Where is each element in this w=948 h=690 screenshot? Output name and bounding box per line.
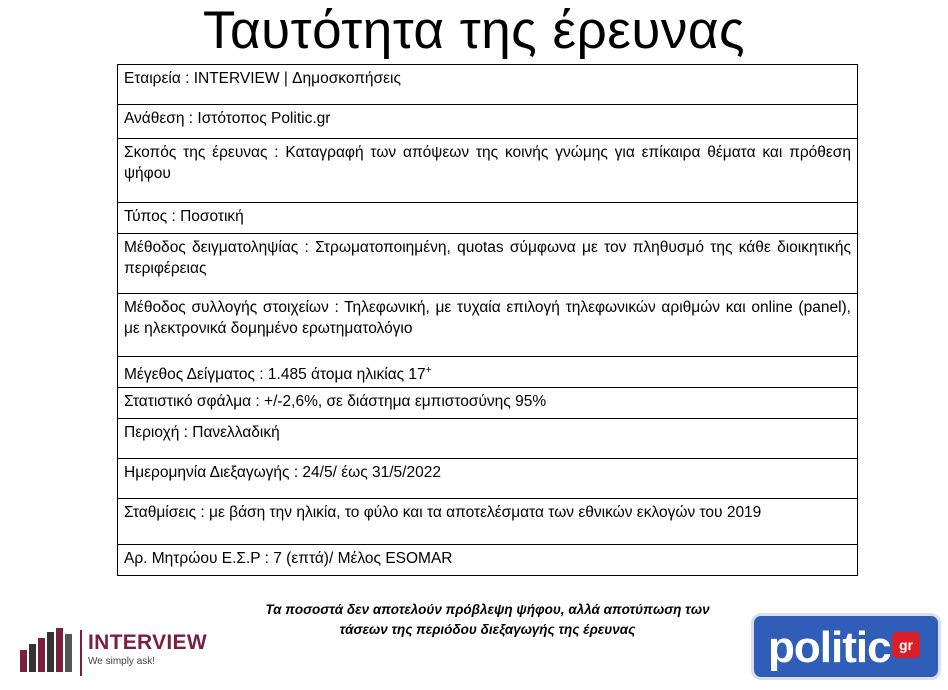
table-row — [118, 357, 858, 388]
table-row — [118, 419, 858, 459]
politic-logo-word: politic — [768, 623, 891, 672]
table-row — [118, 388, 858, 419]
politic-logo-gr-badge: gr — [892, 632, 920, 658]
disclaimer-line-2: τάσεων της περιόδου διεξαγωγής της έρευνας — [339, 622, 636, 637]
disclaimer-line-1: Τα ποσοστά δεν αποτελούν πρόβλεψη ψήφου, αλλά αποτύπωση των — [265, 602, 710, 617]
table-cell: Σταθμίσεις : με βάση την ηλικία, το φύλο και τα αποτελέσματα των εθνικών εκλογών του 2019 — [118, 499, 858, 545]
superscript-plus: + — [425, 365, 432, 376]
table-cell: Σκοπός της έρευνας : Καταγραφή των απόψεων της κοινής γνώμης για επίκαιρα θέματα και πρόθεση ψήφου — [118, 139, 858, 203]
table-cell: Μέθοδος δειγματοληψίας : Στρωματοποιημένη, quotas σύμφωνα με τον πληθυσμό της κάθε διοικητικής περιφέρειας — [118, 234, 858, 294]
table-cell: Ανάθεση : Ιστότοπος Politic.gr — [118, 105, 858, 139]
interview-logo-icon — [18, 624, 78, 678]
page-title: Ταυτότητα της έρευνας — [202, 1, 746, 60]
table-cell: Στατιστικό σφάλμα : +/-2,6%, σε διάστημα εμπιστοσύνης 95% — [118, 388, 858, 419]
table-row — [118, 105, 858, 139]
table-cell: Αρ. Μητρώου Ε.Σ.Ρ : 7 (επτά)/ Μέλος ESOMAR — [118, 545, 858, 576]
table-row — [118, 65, 858, 105]
interview-logo-divider — [80, 630, 82, 676]
table-cell: Μέθοδος συλλογής στοιχείων : Τηλεφωνική, με τυχαία επιλογή τηλεφωνικών αριθμών και online (panel), με ηλεκτρονικά δομημένο ερωτηματολόγιο — [118, 294, 858, 357]
table-row — [118, 459, 858, 499]
interview-logo-tagline: We simply ask! — [88, 656, 156, 667]
table-cell: Τύπος : Ποσοτική — [118, 203, 858, 234]
interview-logo-name: INTERVIEW — [88, 631, 207, 654]
table-row — [118, 139, 858, 203]
politic-logo — [751, 613, 941, 680]
table-row — [118, 545, 858, 576]
table-row — [118, 499, 858, 545]
table-row — [118, 203, 858, 234]
table-cell: Περιοχή : Πανελλαδική — [118, 419, 858, 459]
table-row — [118, 234, 858, 294]
table-cell: Ημερομηνία Διεξαγωγής : 24/5/ έως 31/5/2022 — [118, 459, 858, 499]
table-cell: Εταιρεία : INTERVIEW | Δημοσκοπήσεις — [118, 65, 858, 105]
table-cell: Μέγεθος Δείγματος : 1.485 άτομα ηλικίας 17+ — [118, 357, 858, 388]
disclaimer-note — [200, 600, 775, 640]
survey-identity-table — [117, 64, 858, 576]
table-row — [118, 294, 858, 357]
